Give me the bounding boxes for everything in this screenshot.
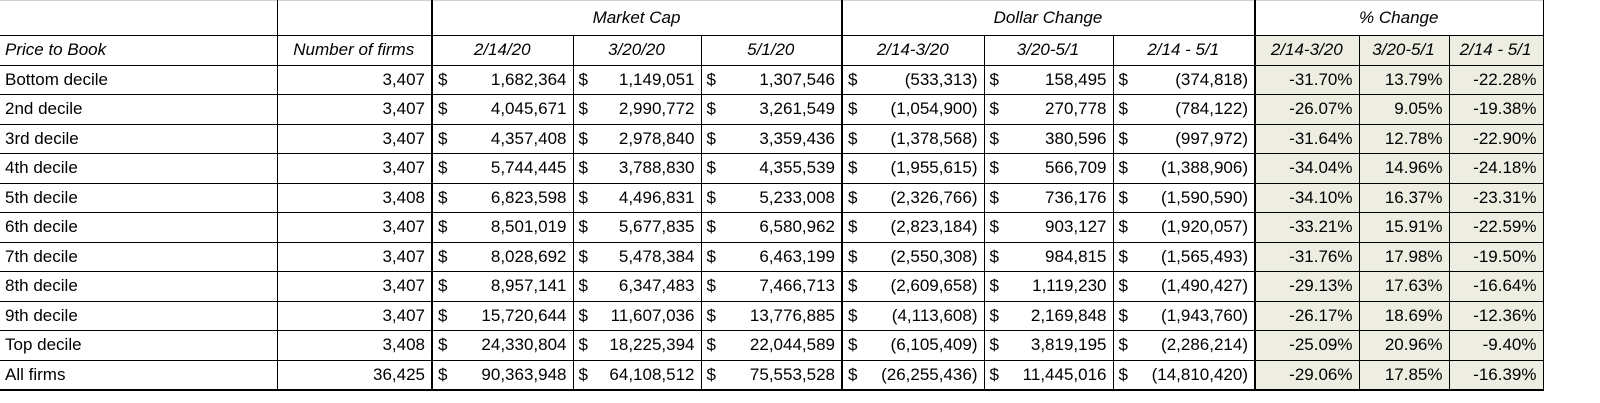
- currency-symbol: $: [848, 276, 858, 296]
- pct-change-cell[interactable]: 13.79%: [1359, 65, 1449, 95]
- pct-change-cell[interactable]: -34.10%: [1255, 183, 1359, 213]
- pct-period1-header[interactable]: 2/14-3/20: [1255, 36, 1359, 66]
- table-row: [0, 360, 1543, 390]
- currency-symbol: $: [1118, 246, 1128, 266]
- cell-value: (1,054,900): [890, 99, 978, 119]
- pct-change-cell[interactable]: 18.69%: [1359, 301, 1449, 331]
- cell-value: 5,677,835: [618, 217, 695, 237]
- currency-symbol: $: [438, 246, 448, 266]
- currency-symbol: $: [848, 69, 858, 89]
- currency-symbol: $: [706, 158, 716, 178]
- market-cap-cell[interactable]: [573, 242, 701, 272]
- dollar-change-cell[interactable]: [842, 360, 984, 390]
- column-header-row: [0, 36, 1543, 66]
- dc-period1-header[interactable]: 2/14-3/20: [842, 36, 984, 66]
- cell-value: 90,363,948: [481, 364, 567, 384]
- market-cap-cell[interactable]: [701, 272, 842, 302]
- currency-symbol: $: [989, 69, 999, 89]
- currency-symbol: $: [706, 187, 716, 207]
- cell-value: 736,176: [1045, 187, 1107, 207]
- cell-value: 4,357,408: [490, 128, 567, 148]
- firms-count[interactable]: 3,407: [277, 272, 432, 302]
- currency-symbol: $: [989, 217, 999, 237]
- dollar-change-cell[interactable]: [842, 95, 984, 125]
- row-label[interactable]: Bottom decile: [0, 65, 277, 95]
- market-cap-cell[interactable]: [573, 213, 701, 243]
- firms-count[interactable]: 3,407: [277, 65, 432, 95]
- market-cap-cell[interactable]: [701, 124, 842, 154]
- cell-value: (14,810,420): [1151, 364, 1248, 384]
- table-row: [0, 272, 1543, 302]
- dollar-change-cell[interactable]: [842, 183, 984, 213]
- currency-symbol: $: [1118, 217, 1128, 237]
- pct-change-cell[interactable]: -25.09%: [1255, 331, 1359, 361]
- currency-symbol: $: [578, 276, 588, 296]
- table-row: [0, 95, 1543, 125]
- firms-count[interactable]: 3,407: [277, 213, 432, 243]
- pct-change-cell[interactable]: 14.96%: [1359, 154, 1449, 184]
- cell-value: 5,744,445: [490, 158, 567, 178]
- currency-symbol: $: [1118, 158, 1128, 178]
- currency-symbol: $: [848, 187, 858, 207]
- row-label[interactable]: 9th decile: [0, 301, 277, 331]
- dollar-change-cell[interactable]: [1113, 65, 1255, 95]
- pct-change-cell[interactable]: -31.70%: [1255, 65, 1359, 95]
- dollar-change-cell[interactable]: [984, 360, 1113, 390]
- market-cap-cell[interactable]: [432, 183, 573, 213]
- mc-date2-header[interactable]: 3/20/20: [573, 36, 701, 66]
- firms-count[interactable]: 3,407: [277, 154, 432, 184]
- currency-symbol: $: [848, 217, 858, 237]
- market-cap-cell[interactable]: [573, 95, 701, 125]
- pct-change-cell[interactable]: -29.06%: [1255, 360, 1359, 390]
- dollar-change-cell[interactable]: [984, 183, 1113, 213]
- market-cap-cell[interactable]: [701, 154, 842, 184]
- pct-change-cell[interactable]: -19.38%: [1449, 95, 1543, 125]
- market-cap-cell[interactable]: [432, 65, 573, 95]
- market-cap-cell[interactable]: [701, 183, 842, 213]
- cell-value: (4,113,608): [891, 305, 978, 325]
- currency-symbol: $: [1118, 276, 1128, 296]
- pct-change-cell[interactable]: 12.78%: [1359, 124, 1449, 154]
- dc-period2-header[interactable]: 3/20-5/1: [984, 36, 1113, 66]
- cell-value: 6,823,598: [490, 187, 567, 207]
- cell-value: 270,778: [1045, 99, 1107, 119]
- market-cap-cell[interactable]: [573, 331, 701, 361]
- pct-change-cell[interactable]: 17.63%: [1359, 272, 1449, 302]
- row-label[interactable]: 6th decile: [0, 213, 277, 243]
- currency-symbol: $: [848, 335, 858, 355]
- dollar-change-cell[interactable]: [1113, 301, 1255, 331]
- table-row: [0, 183, 1543, 213]
- currency-symbol: $: [438, 217, 448, 237]
- cell-value: (1,565,493): [1161, 246, 1248, 266]
- pct-change-cell[interactable]: -22.59%: [1449, 213, 1543, 243]
- cell-value: (1,388,906): [1161, 158, 1248, 178]
- cell-value: (6,105,409): [890, 335, 978, 355]
- cell-value: 6,347,483: [618, 276, 695, 296]
- market-cap-cell[interactable]: [701, 301, 842, 331]
- cell-value: (1,378,568): [890, 128, 978, 148]
- cell-value: 4,355,539: [759, 158, 835, 178]
- dollar-change-cell[interactable]: [1113, 242, 1255, 272]
- market-cap-cell[interactable]: [573, 65, 701, 95]
- currency-symbol: $: [438, 99, 448, 119]
- cell-value: 5,233,008: [759, 187, 835, 207]
- cell-value: 3,261,549: [759, 99, 835, 119]
- market-cap-cell[interactable]: [701, 331, 842, 361]
- currency-symbol: $: [578, 128, 588, 148]
- currency-symbol: $: [438, 158, 448, 178]
- cell-value: 64,108,512: [609, 364, 695, 384]
- dollar-change-cell[interactable]: [1113, 124, 1255, 154]
- pct-change-cell[interactable]: -26.07%: [1255, 95, 1359, 125]
- cell-value: (2,286,214): [1161, 335, 1248, 355]
- market-cap-cell[interactable]: [432, 301, 573, 331]
- market-cap-cell[interactable]: [573, 272, 701, 302]
- firms-count[interactable]: 3,408: [277, 183, 432, 213]
- cell-value: 7,466,713: [759, 276, 835, 296]
- market-cap-cell[interactable]: [432, 124, 573, 154]
- table-row: [0, 242, 1543, 272]
- dollar-change-cell[interactable]: [1113, 154, 1255, 184]
- cell-value: 4,496,831: [618, 187, 695, 207]
- dc-period3-header[interactable]: 2/14 - 5/1: [1113, 36, 1255, 66]
- cell-value: 1,307,546: [759, 69, 835, 89]
- dollar-change-cell[interactable]: [842, 65, 984, 95]
- market-cap-cell[interactable]: [432, 331, 573, 361]
- dollar-change-cell[interactable]: [842, 331, 984, 361]
- cell-value: (2,823,184): [890, 217, 978, 237]
- currency-symbol: $: [578, 187, 588, 207]
- firms-count[interactable]: 36,425: [277, 360, 432, 390]
- pct-change-cell[interactable]: -9.40%: [1449, 331, 1543, 361]
- cell-value: 8,028,692: [490, 246, 567, 266]
- currency-symbol: $: [578, 305, 588, 325]
- pct-change-cell[interactable]: 17.85%: [1359, 360, 1449, 390]
- currency-symbol: $: [989, 128, 999, 148]
- market-cap-cell[interactable]: [432, 272, 573, 302]
- row-label[interactable]: 7th decile: [0, 242, 277, 272]
- dollar-change-cell[interactable]: [984, 124, 1113, 154]
- row-label[interactable]: 8th decile: [0, 272, 277, 302]
- cell-value: 380,596: [1045, 128, 1107, 148]
- currency-symbol: $: [578, 364, 588, 384]
- currency-symbol: $: [1118, 128, 1128, 148]
- cell-value: 3,359,436: [759, 128, 835, 148]
- currency-symbol: $: [438, 128, 448, 148]
- cell-value: (1,920,057): [1161, 217, 1248, 237]
- market-cap-cell[interactable]: [573, 154, 701, 184]
- dollar-change-cell[interactable]: [842, 213, 984, 243]
- dollar-change-cell[interactable]: [984, 331, 1113, 361]
- mc-date3-header[interactable]: 5/1/20: [701, 36, 842, 66]
- table-row: [0, 124, 1543, 154]
- dollar-change-cell[interactable]: [984, 242, 1113, 272]
- table-row: [0, 301, 1543, 331]
- pct-change-cell[interactable]: 9.05%: [1359, 95, 1449, 125]
- currency-symbol: $: [1118, 305, 1128, 325]
- row-label[interactable]: 3rd decile: [0, 124, 277, 154]
- dollar-change-cell[interactable]: [842, 154, 984, 184]
- currency-symbol: $: [438, 305, 448, 325]
- currency-symbol: $: [848, 246, 858, 266]
- currency-symbol: $: [848, 128, 858, 148]
- currency-symbol: $: [989, 99, 999, 119]
- currency-symbol: $: [706, 276, 716, 296]
- currency-symbol: $: [989, 364, 999, 384]
- cell-value: (533,313): [904, 69, 978, 89]
- table-row: [0, 154, 1543, 184]
- cell-value: 4,045,671: [490, 99, 567, 119]
- currency-symbol: $: [1118, 69, 1128, 89]
- dollar-change-cell[interactable]: [984, 272, 1113, 302]
- cell-value: 15,720,644: [481, 305, 567, 325]
- mc-date1-header[interactable]: 2/14/20: [432, 36, 573, 66]
- cell-value: 984,815: [1045, 246, 1107, 266]
- group-header-row: [0, 1, 1543, 36]
- dollar-change-cell[interactable]: [1113, 95, 1255, 125]
- empty-cell[interactable]: [0, 1, 277, 36]
- cell-value: 11,445,016: [1022, 364, 1107, 384]
- cell-value: (2,326,766): [890, 187, 978, 207]
- market-cap-cell[interactable]: [432, 154, 573, 184]
- market-cap-cell[interactable]: [573, 124, 701, 154]
- row-label[interactable]: 2nd decile: [0, 95, 277, 125]
- table-row: [0, 331, 1543, 361]
- cell-value: 13,776,885: [749, 305, 835, 325]
- currency-symbol: $: [1118, 335, 1128, 355]
- dollar-change-cell[interactable]: [1113, 213, 1255, 243]
- currency-symbol: $: [578, 158, 588, 178]
- cell-value: 2,978,840: [618, 128, 695, 148]
- currency-symbol: $: [989, 335, 999, 355]
- pct-period3-header[interactable]: 2/14 - 5/1: [1449, 36, 1543, 66]
- pct-change-cell[interactable]: -31.76%: [1255, 242, 1359, 272]
- pct-change-cell[interactable]: -34.04%: [1255, 154, 1359, 184]
- firms-count[interactable]: 3,407: [277, 242, 432, 272]
- currency-symbol: $: [438, 364, 448, 384]
- currency-symbol: $: [706, 217, 716, 237]
- dollar-change-cell[interactable]: [984, 154, 1113, 184]
- pct-period2-header[interactable]: 3/20-5/1: [1359, 36, 1449, 66]
- firms-count[interactable]: 3,407: [277, 124, 432, 154]
- market-cap-cell[interactable]: [573, 301, 701, 331]
- currency-symbol: $: [989, 187, 999, 207]
- pct-change-cell[interactable]: -24.18%: [1449, 154, 1543, 184]
- market-cap-cell[interactable]: [701, 242, 842, 272]
- currency-symbol: $: [578, 217, 588, 237]
- cell-value: (2,609,658): [890, 276, 978, 296]
- market-cap-cell[interactable]: [701, 360, 842, 390]
- cell-value: 8,957,141: [490, 276, 567, 296]
- currency-symbol: $: [706, 99, 716, 119]
- dollar-change-cell[interactable]: [842, 272, 984, 302]
- table-row: [0, 213, 1543, 243]
- cell-value: (374,818): [1175, 69, 1248, 89]
- dollar-change-cell[interactable]: [1113, 331, 1255, 361]
- cell-value: 2,169,848: [1030, 305, 1107, 325]
- firms-count[interactable]: 3,407: [277, 301, 432, 331]
- cell-value: 75,553,528: [749, 364, 835, 384]
- pct-change-cell[interactable]: -23.31%: [1449, 183, 1543, 213]
- currency-symbol: $: [578, 246, 588, 266]
- firms-count[interactable]: 3,408: [277, 331, 432, 361]
- cell-value: 24,330,804: [481, 335, 567, 355]
- cell-value: 6,580,962: [759, 217, 835, 237]
- cell-value: 3,788,830: [618, 158, 695, 178]
- currency-symbol: $: [989, 276, 999, 296]
- cell-value: 903,127: [1045, 217, 1107, 237]
- market-cap-cell[interactable]: [573, 183, 701, 213]
- pct-change-cell[interactable]: -31.64%: [1255, 124, 1359, 154]
- currency-symbol: $: [706, 128, 716, 148]
- currency-symbol: $: [1118, 99, 1128, 119]
- market-cap-group-header[interactable]: Market Cap: [432, 1, 842, 36]
- currency-symbol: $: [1118, 187, 1128, 207]
- cell-value: 3,819,195: [1030, 335, 1107, 355]
- market-cap-cell[interactable]: [701, 95, 842, 125]
- currency-symbol: $: [1118, 364, 1128, 384]
- price-to-book-header[interactable]: Price to Book: [0, 36, 277, 66]
- pct-change-cell[interactable]: -26.17%: [1255, 301, 1359, 331]
- cell-value: 158,495: [1045, 69, 1107, 89]
- cell-value: 1,682,364: [490, 69, 567, 89]
- currency-symbol: $: [706, 246, 716, 266]
- empty-cell[interactable]: [277, 1, 432, 36]
- currency-symbol: $: [989, 246, 999, 266]
- pct-change-cell[interactable]: -16.39%: [1449, 360, 1543, 390]
- currency-symbol: $: [438, 69, 448, 89]
- dollar-change-cell[interactable]: [984, 301, 1113, 331]
- currency-symbol: $: [989, 305, 999, 325]
- cell-value: 8,501,019: [490, 217, 567, 237]
- market-cap-cell[interactable]: [432, 360, 573, 390]
- cell-value: (2,550,308): [890, 246, 978, 266]
- market-cap-cell[interactable]: [701, 213, 842, 243]
- dollar-change-cell[interactable]: [842, 242, 984, 272]
- cell-value: 11,607,036: [610, 305, 695, 325]
- currency-symbol: $: [706, 69, 716, 89]
- pct-change-group-header[interactable]: % Change: [1255, 1, 1543, 36]
- currency-symbol: $: [706, 305, 716, 325]
- market-cap-cell[interactable]: [432, 242, 573, 272]
- currency-symbol: $: [438, 335, 448, 355]
- pct-change-cell[interactable]: -22.28%: [1449, 65, 1543, 95]
- cell-value: (1,590,590): [1161, 187, 1248, 207]
- cell-value: (1,490,427): [1161, 276, 1248, 296]
- currency-symbol: $: [578, 99, 588, 119]
- pct-change-cell[interactable]: -33.21%: [1255, 213, 1359, 243]
- row-label[interactable]: Top decile: [0, 331, 277, 361]
- row-label[interactable]: 4th decile: [0, 154, 277, 184]
- market-cap-cell[interactable]: [573, 360, 701, 390]
- cell-value: 566,709: [1045, 158, 1107, 178]
- cell-value: (26,255,436): [881, 364, 978, 384]
- cell-value: (1,943,760): [1161, 305, 1248, 325]
- cell-value: (1,955,615): [890, 158, 978, 178]
- market-cap-cell[interactable]: [432, 95, 573, 125]
- currency-symbol: $: [848, 364, 858, 384]
- currency-symbol: $: [706, 364, 716, 384]
- currency-symbol: $: [438, 276, 448, 296]
- currency-symbol: $: [706, 335, 716, 355]
- dollar-change-cell[interactable]: [842, 124, 984, 154]
- dollar-change-cell[interactable]: [984, 65, 1113, 95]
- cell-value: 1,149,051: [618, 69, 695, 89]
- pct-change-cell[interactable]: -16.64%: [1449, 272, 1543, 302]
- pct-change-cell[interactable]: 15.91%: [1359, 213, 1449, 243]
- pct-change-cell[interactable]: 16.37%: [1359, 183, 1449, 213]
- pct-change-cell[interactable]: 17.98%: [1359, 242, 1449, 272]
- row-label[interactable]: All firms: [0, 360, 277, 390]
- number-of-firms-header[interactable]: Number of firms: [277, 36, 432, 66]
- currency-symbol: $: [438, 187, 448, 207]
- dollar-change-cell[interactable]: [1113, 183, 1255, 213]
- row-label[interactable]: 5th decile: [0, 183, 277, 213]
- cell-value: 22,044,589: [749, 335, 835, 355]
- cell-value: (997,972): [1175, 128, 1248, 148]
- dollar-change-cell[interactable]: [842, 301, 984, 331]
- cell-value: 18,225,394: [609, 335, 695, 355]
- cell-value: 5,478,384: [618, 246, 695, 266]
- pct-change-cell[interactable]: -12.36%: [1449, 301, 1543, 331]
- pct-change-cell[interactable]: -22.90%: [1449, 124, 1543, 154]
- market-cap-cell[interactable]: [432, 213, 573, 243]
- currency-symbol: $: [848, 305, 858, 325]
- currency-symbol: $: [989, 158, 999, 178]
- cell-value: 6,463,199: [759, 246, 835, 266]
- pct-change-cell[interactable]: -29.13%: [1255, 272, 1359, 302]
- dollar-change-cell[interactable]: [984, 95, 1113, 125]
- firms-count[interactable]: 3,407: [277, 95, 432, 125]
- market-cap-cell[interactable]: [701, 65, 842, 95]
- cell-value: 1,119,230: [1032, 276, 1107, 296]
- pct-change-cell[interactable]: -19.50%: [1449, 242, 1543, 272]
- currency-symbol: $: [848, 99, 858, 119]
- table-row: [0, 65, 1543, 95]
- dollar-change-group-header[interactable]: Dollar Change: [842, 1, 1255, 36]
- cell-value: 2,990,772: [618, 99, 695, 119]
- currency-symbol: $: [848, 158, 858, 178]
- currency-symbol: $: [578, 335, 588, 355]
- dollar-change-cell[interactable]: [984, 213, 1113, 243]
- cell-value: (784,122): [1175, 99, 1248, 119]
- pct-change-cell[interactable]: 20.96%: [1359, 331, 1449, 361]
- dollar-change-cell[interactable]: [1113, 272, 1255, 302]
- currency-symbol: $: [578, 69, 588, 89]
- dollar-change-cell[interactable]: [1113, 360, 1255, 390]
